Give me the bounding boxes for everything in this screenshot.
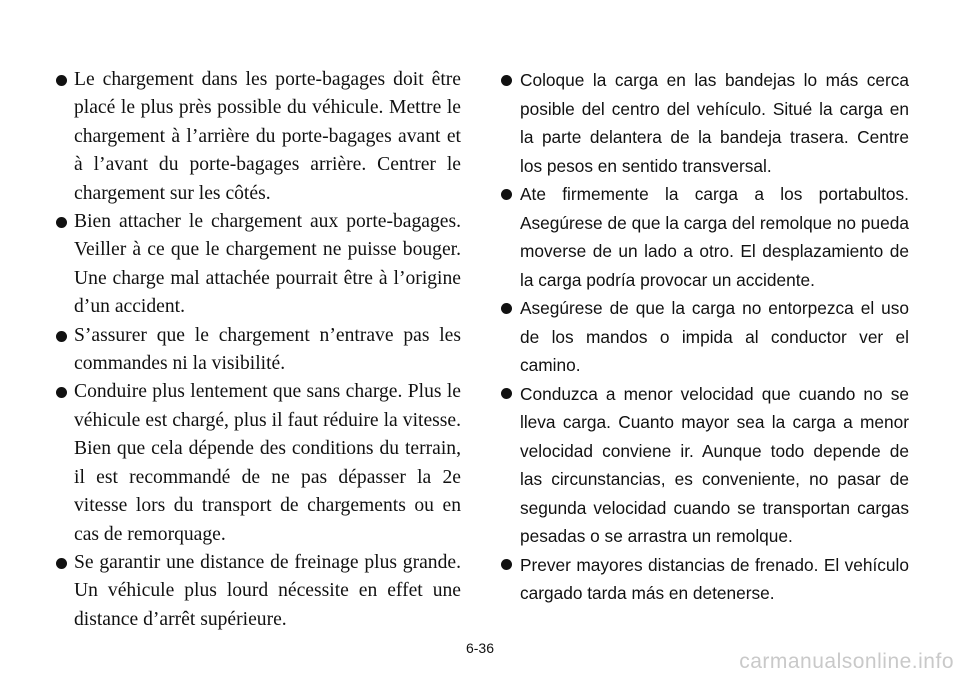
spanish-column (500, 66, 909, 608)
spanish-bullet-item (500, 380, 909, 551)
watermark: carmanualsonline.info (739, 650, 954, 673)
spanish-item-text: Asegúrese de que la carga no entorpezca el uso de los mandos o impida al conductor ver el camino. (520, 298, 909, 375)
spanish-bullet-item (500, 180, 909, 294)
french-bullet-item (56, 549, 461, 634)
spanish-bullet-item (500, 551, 909, 608)
french-item-text: Se garantir une distance de freinage plus grande. Un véhicule plus lourd nécessite en effet une distance d’arrêt supérieure. (74, 551, 461, 630)
bullet-icon (56, 217, 67, 228)
bullet-icon (56, 75, 67, 86)
french-bullet-item (56, 208, 461, 322)
french-item-text: Bien attacher le chargement aux porte-bagages. Veiller à ce que le chargement ne puisse bouger. Une charge mal attachée pourrait être à l’origine d’un accident. (74, 211, 461, 318)
bullet-icon (56, 387, 67, 398)
french-bullet-item (56, 66, 461, 208)
french-item-text: Conduire plus lentement que sans charge. Plus le véhicule est chargé, plus il faut réduire la vitesse. Bien que cela dépende des conditions du terrain, il est recommandé de ne pas dépasser la 2e vitesse lors du transport de chargements ou en cas de remorquage. (74, 381, 461, 545)
french-item-text: S’assurer que le chargement n’entrave pas les commandes ni la visibilité. (74, 324, 461, 375)
bullet-icon (501, 303, 512, 314)
spanish-bullet-item (500, 66, 909, 180)
bullet-icon (501, 559, 512, 570)
spanish-item-text: Prever mayores distancias de frenado. El vehículo cargado tarda más en detenerse. (520, 554, 909, 603)
french-column (56, 66, 461, 634)
french-bullet-item (56, 378, 461, 548)
page-number: 6-36 (465, 640, 495, 656)
spanish-item-text: Ate firmemente la carga a los portabultos. Asegúrese de que la carga del remolque no pueda moverse de un lado a otro. El desplazamiento de la carga podría provocar un accidente. (520, 184, 909, 290)
bullet-icon (501, 189, 512, 200)
bullet-icon (501, 388, 512, 399)
spanish-item-text: Coloque la carga en las bandejas lo más cerca posible del centro del vehículo. Situé la carga en la parte delantera de la bandeja trasera. Centre los pesos en sentido transversal. (520, 70, 909, 176)
bullet-icon (56, 558, 67, 569)
bullet-icon (501, 75, 512, 86)
spanish-item-text: Conduzca a menor velocidad que cuando no se lleva carga. Cuanto mayor sea la carga a menor velocidad conviene ir. Aunque todo depende de las circunstancias, es conveniente, no pasar de segunda velocidad cuando se transportan cargas pesadas o se arrastra un remolque. (520, 383, 909, 546)
spanish-bullet-item (500, 294, 909, 380)
french-item-text: Le chargement dans les porte-bagages doit être placé le plus près possible du véhicule. Mettre le chargement à l’arrière du porte-bagages avant et à l’avant du porte-bagages arrière. Centrer le chargement sur les côtés. (74, 69, 461, 204)
french-bullet-item (56, 322, 461, 379)
bullet-icon (56, 331, 67, 342)
